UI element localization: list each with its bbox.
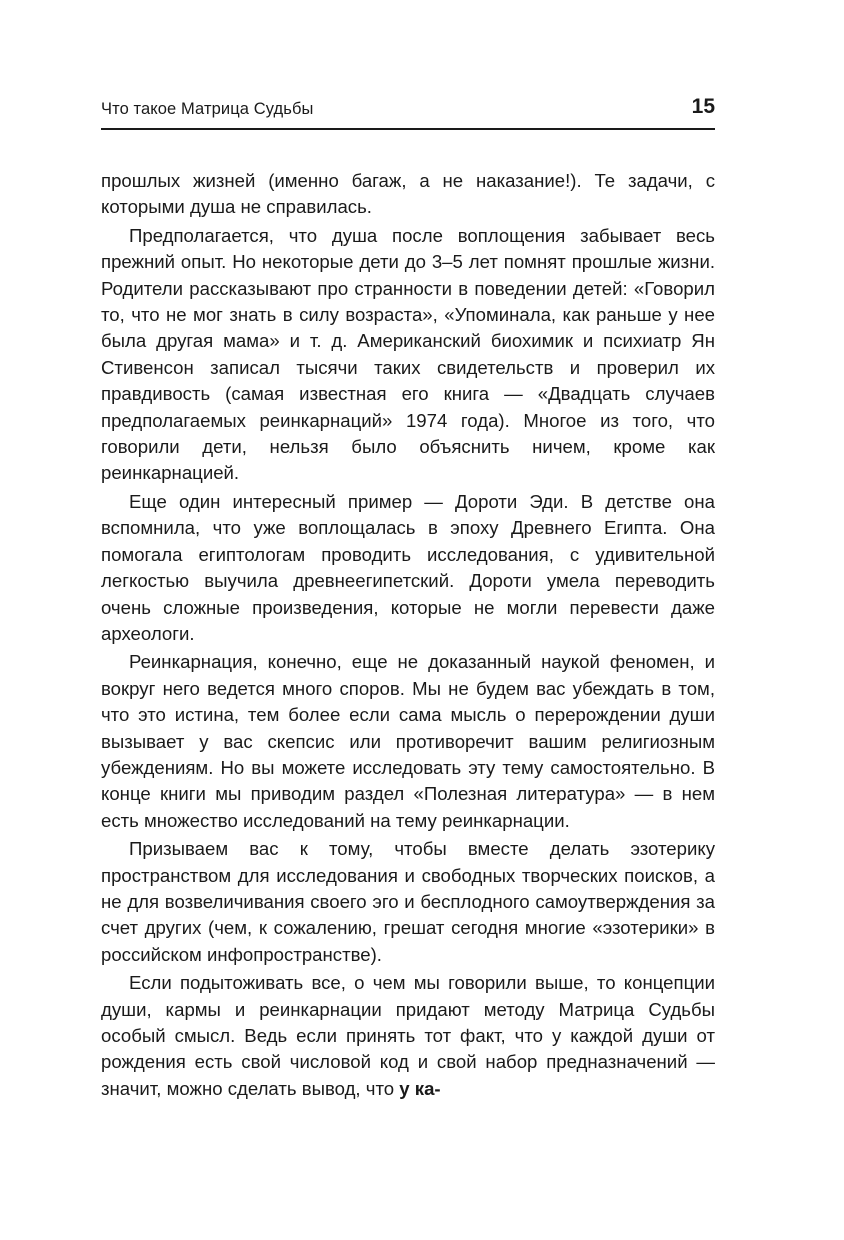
paragraph: Реинкарнация, конечно, еще не доказанный наукой феномен, и вокруг него ведется много споров. Мы не будем вас убеждать в том, что это истина, тем более если сама мысль о перерождении души вызывает у вас скепсис или противоречит вашим религиозным убеждениям. Но вы можете исследовать эту тему самостоятельно. В конце книги мы приводим раздел «Полезная литература» — в нем есть множество исследований на тему реинкарнации. [101,651,715,831]
page-number: 15 [691,95,715,118]
page-header [101,92,715,130]
paragraph: Предполагается, что душа после воплощения забывает весь прежний опыт. Но некоторые дети до 3–5 лет помнят прошлые жизни. Родители рассказывают про странности в поведении детей: «Говорил то, что не мог знать в силу возраста», «Упоминала, как раньше у нее была другая мама» и т. д. Американский биохимик и психиатр Ян Стивенсон записал тысячи таких свидетельств и проверил их правдивость (самая известная его книга — «Двадцать случаев предполагаемых реинкарнаций» 1974 года). Многое из того, что говорили дети, нельзя было объяснить ничем, кроме как реинкарнацией. [101,224,715,484]
paragraph-text: Если подытоживать все, о чем мы говорили выше, то концепции души, кармы и реинкарнации придают методу Матрица Судьбы особый смысл. Ведь если принять тот факт, что у каждой души от рождения есть свой числовой код и свой набор предназначений — значит, можно сделать вывод, что [101,972,715,1099]
body-text [101,168,715,1104]
paragraph: прошлых жизней (именно багаж, а не наказание!). Те задачи, с которыми душа не справилась. [101,170,715,218]
running-title: Что такое Матрица Судьбы [101,100,314,118]
paragraph: Призываем вас к тому, чтобы вместе делать эзотерику пространством для исследования и свободных творческих поисков, а не для возвеличивания своего эго и бесплодного самоутверждения за счет других (чем, к сожалению, грешат сегодня многие «эзотерики» в российском инфопространстве). [101,838,715,965]
bold-emphasis: у ка- [399,1077,441,1099]
paragraph: Еще один интересный пример — Дороти Эди. В детстве она вспомнила, что уже воплощалась в эпоху Древнего Египта. Она помогала египтологам проводить исследования, с удивительной легкостью выучила древнеегипетский. Дороти умела переводить очень сложные произведения, которые не могли перевести даже археологи. [101,490,715,644]
paragraph-last [101,970,715,1102]
